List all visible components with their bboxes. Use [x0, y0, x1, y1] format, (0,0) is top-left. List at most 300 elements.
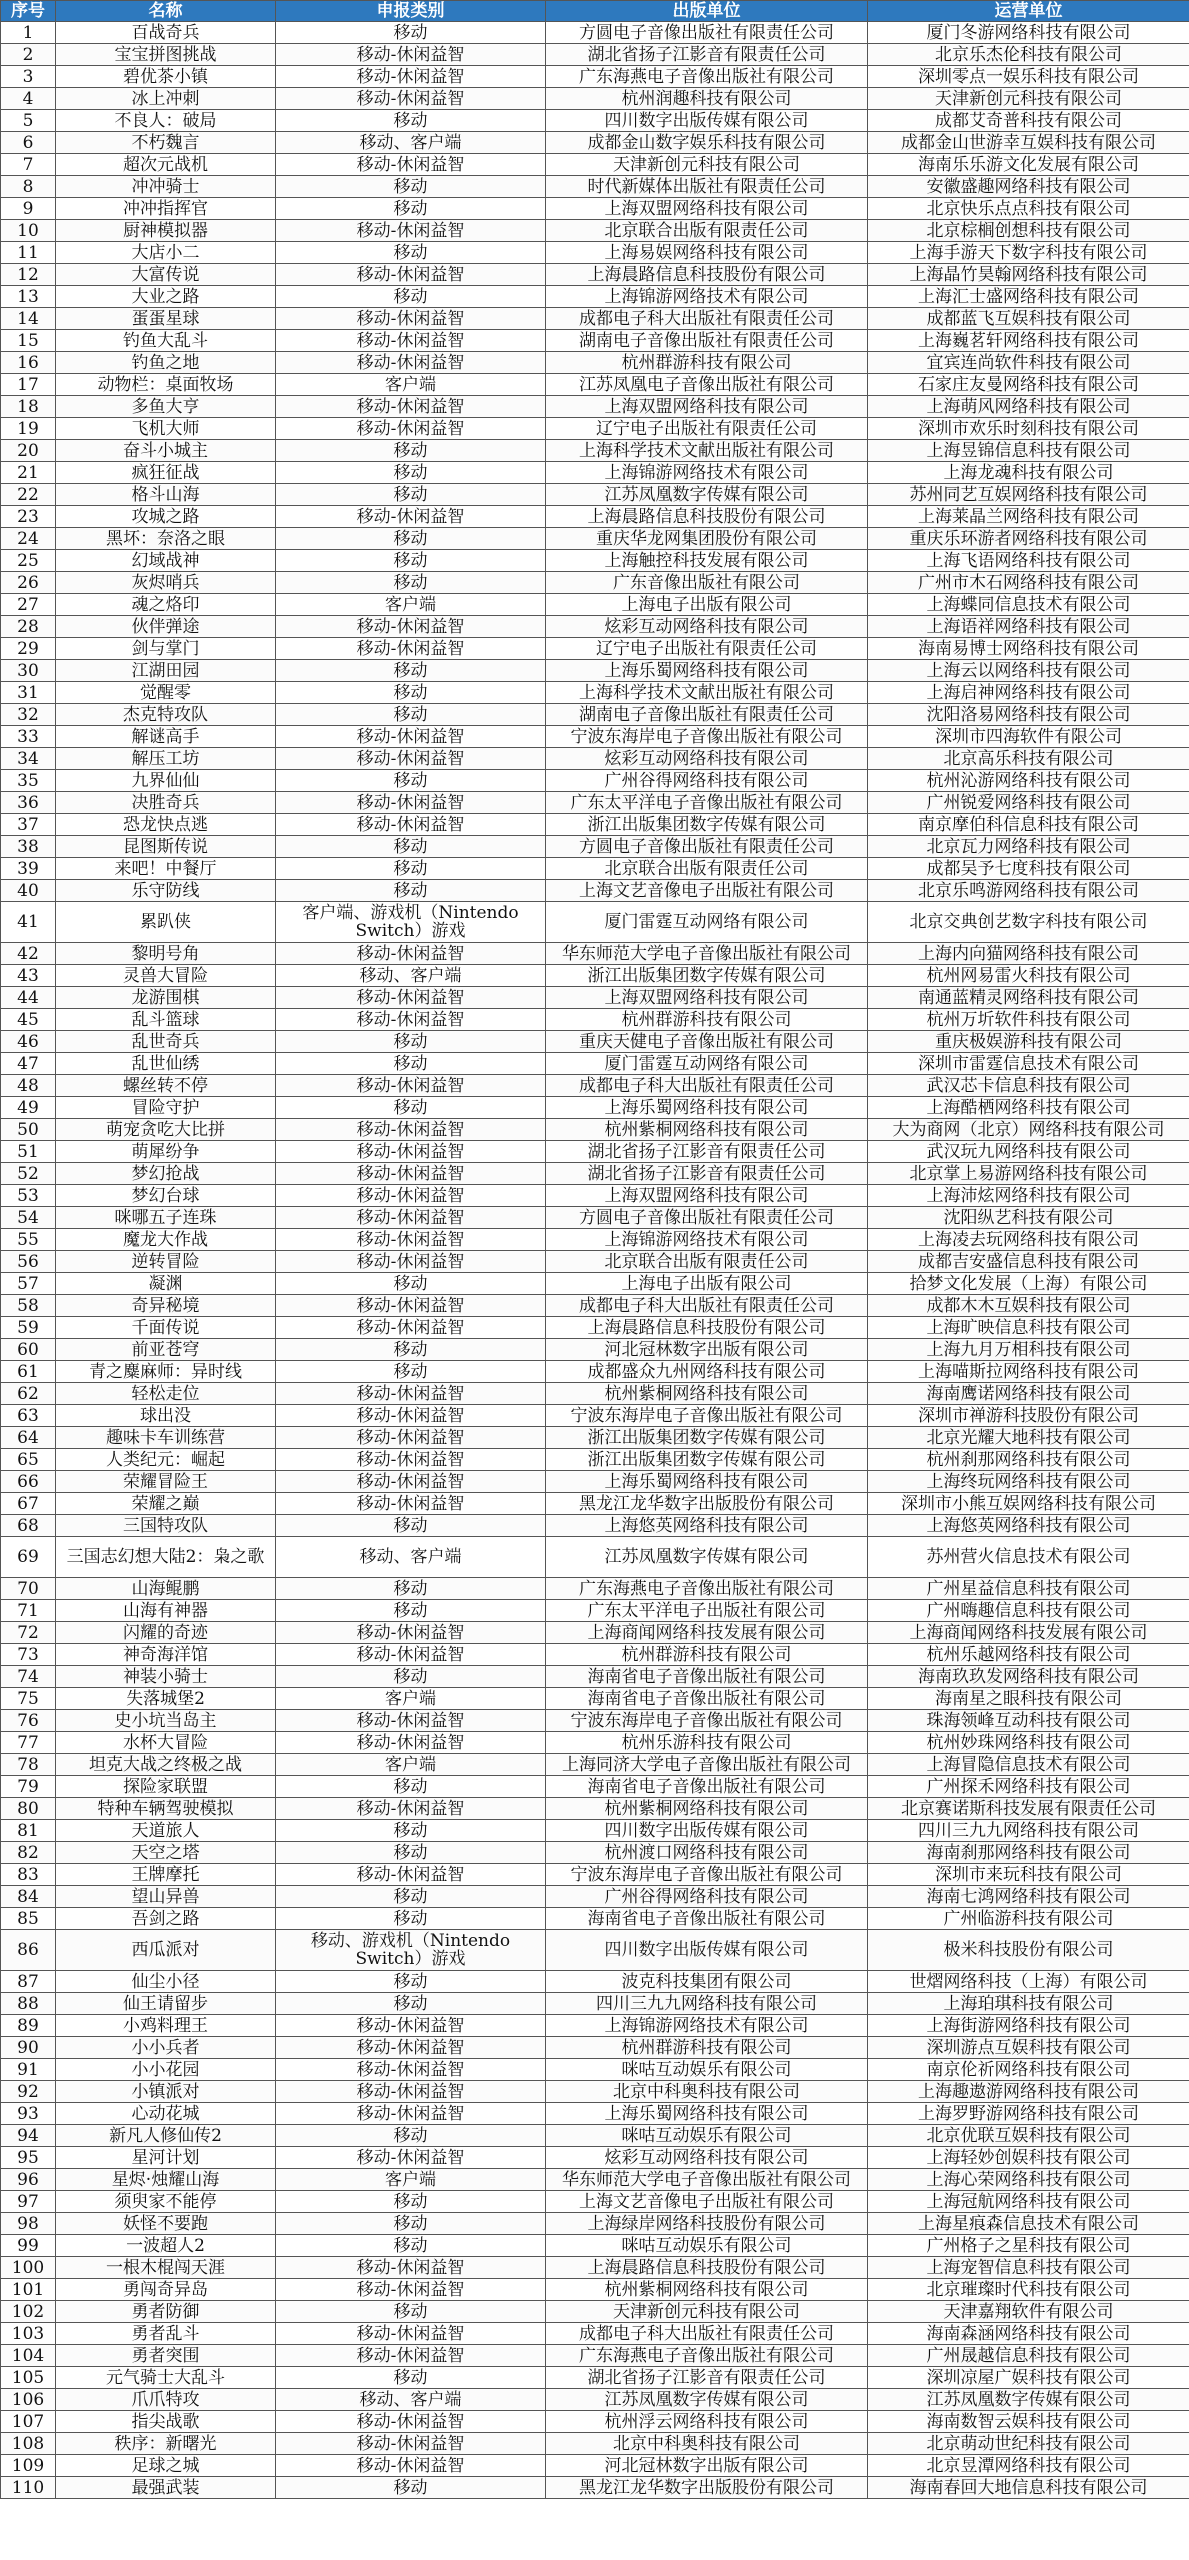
cell-index: 98: [1, 2213, 56, 2235]
cell-index: 35: [1, 770, 56, 792]
cell-index: 68: [1, 1515, 56, 1537]
cell-operator: 深圳市小熊互娱网络科技有限公司: [868, 1493, 1189, 1515]
cell-index: 72: [1, 1622, 56, 1644]
cell-category: 移动-休闲益智: [276, 1732, 546, 1754]
cell-index: 4: [1, 88, 56, 110]
cell-operator: 广州锐爱网络科技有限公司: [868, 792, 1189, 814]
cell-name: 龙游围棋: [56, 987, 276, 1009]
table-row: [1, 1317, 1189, 1339]
cell-publisher: 厦门雷霆互动网络有限公司: [546, 902, 868, 943]
cell-category: 移动-休闲益智: [276, 220, 546, 242]
cell-category: 移动-休闲益智: [276, 88, 546, 110]
table-row: [1, 2455, 1189, 2477]
cell-name: 山海有神器: [56, 1600, 276, 1622]
table-row: [1, 1383, 1189, 1405]
cell-index: 11: [1, 242, 56, 264]
cell-index: 96: [1, 2169, 56, 2191]
table-row: [1, 154, 1189, 176]
cell-name: 恐龙快点逃: [56, 814, 276, 836]
cell-operator: 广州星益信息科技有限公司: [868, 1578, 1189, 1600]
cell-name: 小鸡料理王: [56, 2015, 276, 2037]
cell-category: 移动: [276, 1971, 546, 1993]
table-row: [1, 704, 1189, 726]
cell-name: 一根木棍闯天涯: [56, 2257, 276, 2279]
cell-name: 神装小骑士: [56, 1666, 276, 1688]
cell-name: 魔龙大作战: [56, 1229, 276, 1251]
cell-name: 望山异兽: [56, 1886, 276, 1908]
cell-operator: 重庆极娱游科技有限公司: [868, 1031, 1189, 1053]
cell-name: 轻松走位: [56, 1383, 276, 1405]
cell-operator: 北京萌动世纪科技有限公司: [868, 2433, 1189, 2455]
cell-operator: 上海冒隐信息技术有限公司: [868, 1754, 1189, 1776]
cell-publisher: 四川数字出版传媒有限公司: [546, 1820, 868, 1842]
cell-operator: 上海巍茗轩网络科技有限公司: [868, 330, 1189, 352]
cell-category: 移动: [276, 22, 546, 44]
table-row: [1, 2081, 1189, 2103]
cell-publisher: 上海双盟网络科技有限公司: [546, 396, 868, 418]
table-row: [1, 2235, 1189, 2257]
cell-name: 魂之烙印: [56, 594, 276, 616]
cell-index: 45: [1, 1009, 56, 1031]
cell-name: 神奇海洋馆: [56, 1644, 276, 1666]
table-row: [1, 1427, 1189, 1449]
cell-category: 移动-休闲益智: [276, 506, 546, 528]
cell-operator: 沈阳纵艺科技有限公司: [868, 1207, 1189, 1229]
cell-publisher: 上海科学技术文献出版社有限公司: [546, 440, 868, 462]
cell-category: 移动-休闲益智: [276, 1471, 546, 1493]
table-row: [1, 1449, 1189, 1471]
cell-name: 不朽魏言: [56, 132, 276, 154]
cell-category: 移动: [276, 1886, 546, 1908]
cell-operator: 广州格子之星科技有限公司: [868, 2235, 1189, 2257]
cell-category: 移动: [276, 1097, 546, 1119]
table-row: [1, 1710, 1189, 1732]
cell-name: 昆图斯传说: [56, 836, 276, 858]
cell-name: 灰烬哨兵: [56, 572, 276, 594]
table-row: [1, 2279, 1189, 2301]
cell-name: 三国特攻队: [56, 1515, 276, 1537]
cell-category: 移动: [276, 1600, 546, 1622]
cell-name: 钓鱼大乱斗: [56, 330, 276, 352]
cell-operator: 四川三九九网络科技有限公司: [868, 1820, 1189, 1842]
table-row: [1, 2147, 1189, 2169]
table-row: [1, 1097, 1189, 1119]
cell-publisher: 杭州紫桐网络科技有限公司: [546, 1383, 868, 1405]
table-row: [1, 1163, 1189, 1185]
table-row: [1, 1537, 1189, 1578]
cell-category: 移动-休闲益智: [276, 352, 546, 374]
cell-name: 失落城堡2: [56, 1688, 276, 1710]
cell-category: 移动: [276, 836, 546, 858]
cell-index: 70: [1, 1578, 56, 1600]
cell-index: 37: [1, 814, 56, 836]
table-row: [1, 2433, 1189, 2455]
cell-publisher: 湖北省扬子江影音有限责任公司: [546, 44, 868, 66]
cell-publisher: 华东师范大学电子音像出版社有限公司: [546, 943, 868, 965]
table-row: [1, 858, 1189, 880]
cell-operator: 上海沛炫网络科技有限公司: [868, 1185, 1189, 1207]
cell-category: 移动-休闲益智: [276, 1383, 546, 1405]
cell-operator: 北京优联互娱科技有限公司: [868, 2125, 1189, 2147]
cell-publisher: 上海锦游网络技术有限公司: [546, 462, 868, 484]
cell-category: 移动-休闲益智: [276, 1798, 546, 1820]
cell-operator: 上海手游天下数字科技有限公司: [868, 242, 1189, 264]
table-row: [1, 418, 1189, 440]
cell-name: 决胜奇兵: [56, 792, 276, 814]
cell-publisher: 四川数字出版传媒有限公司: [546, 1930, 868, 1971]
cell-operator: 成都蓝飞互娱科技有限公司: [868, 308, 1189, 330]
cell-publisher: 北京中科奥科技有限公司: [546, 2081, 868, 2103]
cell-category: 移动、游戏机（Nintendo Switch）游戏: [276, 1930, 546, 1971]
cell-category: 移动-休闲益智: [276, 987, 546, 1009]
cell-operator: 成都吉安盛信息科技有限公司: [868, 1251, 1189, 1273]
cell-publisher: 宁波东海岸电子音像出版社有限公司: [546, 1710, 868, 1732]
cell-operator: 上海语祥网络科技有限公司: [868, 616, 1189, 638]
cell-operator: 北京光耀大地科技有限公司: [868, 1427, 1189, 1449]
cell-name: 三国志幻想大陆2：枭之歌: [56, 1537, 276, 1578]
table-row: [1, 352, 1189, 374]
cell-publisher: 上海乐蜀网络科技有限公司: [546, 660, 868, 682]
cell-category: 移动: [276, 858, 546, 880]
cell-category: 移动、客户端: [276, 965, 546, 987]
table-row: [1, 1971, 1189, 1993]
table-row: [1, 814, 1189, 836]
cell-publisher: 杭州群游科技有限公司: [546, 1009, 868, 1031]
cell-category: 客户端、游戏机（Nintendo Switch）游戏: [276, 902, 546, 943]
cell-index: 100: [1, 2257, 56, 2279]
table-row: [1, 660, 1189, 682]
cell-index: 63: [1, 1405, 56, 1427]
cell-name: 乱世奇兵: [56, 1031, 276, 1053]
table-row: [1, 44, 1189, 66]
cell-index: 16: [1, 352, 56, 374]
cell-publisher: 厦门雷霆互动网络有限公司: [546, 1053, 868, 1075]
cell-publisher: 重庆天健电子音像出版社有限公司: [546, 1031, 868, 1053]
cell-index: 110: [1, 2477, 56, 2499]
cell-operator: 深圳零点一娱乐科技有限公司: [868, 66, 1189, 88]
table-row: [1, 88, 1189, 110]
cell-index: 103: [1, 2323, 56, 2345]
cell-name: 勇者防御: [56, 2301, 276, 2323]
table-row: [1, 943, 1189, 965]
cell-category: 移动-休闲益智: [276, 396, 546, 418]
cell-operator: 上海启神网络科技有限公司: [868, 682, 1189, 704]
cell-index: 47: [1, 1053, 56, 1075]
cell-category: 移动-休闲益智: [276, 1710, 546, 1732]
table-row: [1, 286, 1189, 308]
cell-category: 移动、客户端: [276, 132, 546, 154]
cell-publisher: 成都金山数字娱乐科技有限公司: [546, 132, 868, 154]
header-operator: 运营单位: [868, 1, 1189, 22]
cell-name: 超次元战机: [56, 154, 276, 176]
cell-index: 64: [1, 1427, 56, 1449]
cell-index: 65: [1, 1449, 56, 1471]
cell-index: 13: [1, 286, 56, 308]
cell-index: 69: [1, 1537, 56, 1578]
table-row: [1, 1009, 1189, 1031]
cell-publisher: 上海晨路信息科技股份有限公司: [546, 1317, 868, 1339]
cell-index: 85: [1, 1908, 56, 1930]
table-row: [1, 1820, 1189, 1842]
cell-name: 吾剑之路: [56, 1908, 276, 1930]
cell-name: 剑与掌门: [56, 638, 276, 660]
cell-name: 仙王请留步: [56, 1993, 276, 2015]
cell-index: 78: [1, 1754, 56, 1776]
table-row: [1, 110, 1189, 132]
table-row: [1, 2191, 1189, 2213]
cell-publisher: 海南省电子音像出版社有限公司: [546, 1688, 868, 1710]
cell-name: 黑坏：奈洛之眼: [56, 528, 276, 550]
cell-index: 99: [1, 2235, 56, 2257]
cell-category: 移动-休闲益智: [276, 2279, 546, 2301]
cell-index: 93: [1, 2103, 56, 2125]
cell-index: 24: [1, 528, 56, 550]
cell-index: 101: [1, 2279, 56, 2301]
cell-name: 觉醒零: [56, 682, 276, 704]
cell-publisher: 广东海燕电子音像出版社有限公司: [546, 66, 868, 88]
cell-operator: 上海内向猫网络科技有限公司: [868, 943, 1189, 965]
cell-name: 黎明号角: [56, 943, 276, 965]
cell-operator: 上海星痕森信息技术有限公司: [868, 2213, 1189, 2235]
cell-category: 移动: [276, 1273, 546, 1295]
table-row: [1, 2389, 1189, 2411]
cell-name: 乐守防线: [56, 880, 276, 902]
cell-category: 移动-休闲益智: [276, 330, 546, 352]
cell-publisher: 天津新创元科技有限公司: [546, 154, 868, 176]
cell-name: 江湖田园: [56, 660, 276, 682]
table-row: [1, 440, 1189, 462]
cell-operator: 上海商闻网络科技发展有限公司: [868, 1622, 1189, 1644]
table-row: [1, 1295, 1189, 1317]
cell-category: 移动-休闲益智: [276, 418, 546, 440]
cell-category: 移动-休闲益智: [276, 1229, 546, 1251]
cell-name: 逆转冒险: [56, 1251, 276, 1273]
cell-operator: 成都金山世游幸互娱科技有限公司: [868, 132, 1189, 154]
cell-publisher: 上海晨路信息科技股份有限公司: [546, 506, 868, 528]
cell-category: 客户端: [276, 1754, 546, 1776]
cell-operator: 石家庄友曼网络科技有限公司: [868, 374, 1189, 396]
cell-publisher: 时代新媒体出版社有限责任公司: [546, 176, 868, 198]
cell-publisher: 天津新创元科技有限公司: [546, 2301, 868, 2323]
cell-name: 乱世仙绣: [56, 1053, 276, 1075]
cell-operator: 杭州沁游网络科技有限公司: [868, 770, 1189, 792]
cell-name: 攻城之路: [56, 506, 276, 528]
table-row: [1, 462, 1189, 484]
cell-name: 勇闯奇异岛: [56, 2279, 276, 2301]
cell-publisher: 北京联合出版有限责任公司: [546, 858, 868, 880]
cell-publisher: 宁波东海岸电子音像出版社有限公司: [546, 1405, 868, 1427]
cell-publisher: 上海双盟网络科技有限公司: [546, 987, 868, 1009]
cell-index: 1: [1, 22, 56, 44]
cell-operator: 上海昱锦信息科技有限公司: [868, 440, 1189, 462]
cell-name: 天道旅人: [56, 1820, 276, 1842]
cell-name: 灵兽大冒险: [56, 965, 276, 987]
cell-operator: 上海心荣网络科技有限公司: [868, 2169, 1189, 2191]
cell-name: 来吧！中餐厅: [56, 858, 276, 880]
cell-category: 移动: [276, 1820, 546, 1842]
table-row: [1, 902, 1189, 943]
cell-operator: 海南春回大地信息科技有限公司: [868, 2477, 1189, 2499]
cell-operator: 北京璀璨时代科技有限公司: [868, 2279, 1189, 2301]
cell-category: 移动-休闲益智: [276, 1207, 546, 1229]
table-row: [1, 1229, 1189, 1251]
cell-publisher: 辽宁电子出版社有限责任公司: [546, 638, 868, 660]
table-row: [1, 1053, 1189, 1075]
cell-operator: 上海旷映信息科技有限公司: [868, 1317, 1189, 1339]
table-row: [1, 770, 1189, 792]
cell-operator: 广州市木石网络科技有限公司: [868, 572, 1189, 594]
cell-publisher: 杭州群游科技有限公司: [546, 1644, 868, 1666]
cell-index: 66: [1, 1471, 56, 1493]
table-row: [1, 792, 1189, 814]
cell-category: 移动: [276, 2125, 546, 2147]
cell-index: 49: [1, 1097, 56, 1119]
table-row: [1, 2257, 1189, 2279]
cell-name: 小小花园: [56, 2059, 276, 2081]
table-header-row: [1, 1, 1189, 22]
table-row: [1, 242, 1189, 264]
cell-operator: 海南七鸿网络科技有限公司: [868, 1886, 1189, 1908]
cell-operator: 杭州妙珠网络科技有限公司: [868, 1732, 1189, 1754]
cell-name: 青之麋麻师：异时线: [56, 1361, 276, 1383]
cell-index: 95: [1, 2147, 56, 2169]
cell-index: 17: [1, 374, 56, 396]
cell-category: 移动-休闲益智: [276, 1317, 546, 1339]
cell-index: 12: [1, 264, 56, 286]
table-row: [1, 1339, 1189, 1361]
cell-publisher: 广东音像出版社有限公司: [546, 572, 868, 594]
cell-index: 56: [1, 1251, 56, 1273]
table-row: [1, 1644, 1189, 1666]
cell-operator: 南通蓝精灵网络科技有限公司: [868, 987, 1189, 1009]
cell-index: 8: [1, 176, 56, 198]
cell-category: 移动-休闲益智: [276, 2433, 546, 2455]
cell-name: 最强武装: [56, 2477, 276, 2499]
cell-publisher: 江苏凤凰数字传媒有限公司: [546, 1537, 868, 1578]
cell-publisher: 华东师范大学电子音像出版社有限公司: [546, 2169, 868, 2191]
cell-index: 81: [1, 1820, 56, 1842]
cell-name: 星烬·烛耀山海: [56, 2169, 276, 2191]
cell-operator: 杭州网易雷火科技有限公司: [868, 965, 1189, 987]
table-row: [1, 1405, 1189, 1427]
cell-name: 大业之路: [56, 286, 276, 308]
cell-index: 42: [1, 943, 56, 965]
cell-name: 人类纪元：崛起: [56, 1449, 276, 1471]
cell-name: 解压工坊: [56, 748, 276, 770]
table-row: [1, 594, 1189, 616]
cell-operator: 北京棕榈创想科技有限公司: [868, 220, 1189, 242]
cell-publisher: 上海晨路信息科技股份有限公司: [546, 2257, 868, 2279]
cell-publisher: 上海科学技术文献出版社有限公司: [546, 682, 868, 704]
table-row: [1, 726, 1189, 748]
cell-index: 82: [1, 1842, 56, 1864]
cell-category: 移动: [276, 1515, 546, 1537]
cell-publisher: 上海双盟网络科技有限公司: [546, 1185, 868, 1207]
cell-operator: 上海云以网络科技有限公司: [868, 660, 1189, 682]
cell-publisher: 江苏凤凰数字传媒有限公司: [546, 2389, 868, 2411]
cell-index: 109: [1, 2455, 56, 2477]
cell-category: 移动: [276, 770, 546, 792]
cell-operator: 深圳凉屋广娱科技有限公司: [868, 2367, 1189, 2389]
cell-category: 移动、客户端: [276, 1537, 546, 1578]
cell-index: 48: [1, 1075, 56, 1097]
cell-operator: 广州临游科技有限公司: [868, 1908, 1189, 1930]
cell-publisher: 杭州润趣科技有限公司: [546, 88, 868, 110]
cell-publisher: 咪咕互动娱乐有限公司: [546, 2125, 868, 2147]
cell-publisher: 方圆电子音像出版社有限责任公司: [546, 1207, 868, 1229]
cell-operator: 深圳市四海软件有限公司: [868, 726, 1189, 748]
cell-index: 40: [1, 880, 56, 902]
cell-publisher: 咪咕互动娱乐有限公司: [546, 2059, 868, 2081]
cell-name: 天空之塔: [56, 1842, 276, 1864]
table-row: [1, 1666, 1189, 1688]
cell-publisher: 浙江出版集团数字传媒有限公司: [546, 965, 868, 987]
table-row: [1, 1141, 1189, 1163]
cell-category: 移动-休闲益智: [276, 2015, 546, 2037]
table-row: [1, 2125, 1189, 2147]
cell-publisher: 咪咕互动娱乐有限公司: [546, 2235, 868, 2257]
cell-category: 移动: [276, 1842, 546, 1864]
cell-operator: 上海终玩网络科技有限公司: [868, 1471, 1189, 1493]
table-row: [1, 748, 1189, 770]
table-body: [1, 22, 1189, 2499]
table-row: [1, 2411, 1189, 2433]
cell-index: 28: [1, 616, 56, 638]
cell-publisher: 上海锦游网络技术有限公司: [546, 1229, 868, 1251]
cell-index: 89: [1, 2015, 56, 2037]
cell-name: 凝渊: [56, 1273, 276, 1295]
cell-category: 移动-休闲益智: [276, 1251, 546, 1273]
cell-operator: 上海酷栖网络科技有限公司: [868, 1097, 1189, 1119]
cell-name: 勇者突围: [56, 2345, 276, 2367]
table-row: [1, 2103, 1189, 2125]
cell-category: 移动-休闲益智: [276, 308, 546, 330]
cell-category: 客户端: [276, 1688, 546, 1710]
cell-name: 秩序：新曙光: [56, 2433, 276, 2455]
cell-name: 幻域战神: [56, 550, 276, 572]
cell-operator: 南京摩伯科信息科技有限公司: [868, 814, 1189, 836]
cell-operator: 深圳游点互娱科技有限公司: [868, 2037, 1189, 2059]
cell-publisher: 波克科技集团有限公司: [546, 1971, 868, 1993]
table-row: [1, 396, 1189, 418]
cell-publisher: 海南省电子音像出版社有限公司: [546, 1666, 868, 1688]
cell-publisher: 浙江出版集团数字传媒有限公司: [546, 814, 868, 836]
cell-category: 移动: [276, 1053, 546, 1075]
cell-operator: 广州嗨趣信息科技有限公司: [868, 1600, 1189, 1622]
cell-index: 106: [1, 2389, 56, 2411]
cell-publisher: 上海晨路信息科技股份有限公司: [546, 264, 868, 286]
cell-category: 移动-休闲益智: [276, 748, 546, 770]
cell-publisher: 方圆电子音像出版社有限责任公司: [546, 836, 868, 858]
cell-category: 移动-休闲益智: [276, 1493, 546, 1515]
cell-category: 移动: [276, 660, 546, 682]
cell-operator: 北京快乐点点科技有限公司: [868, 198, 1189, 220]
cell-publisher: 成都电子科大出版社有限责任公司: [546, 308, 868, 330]
cell-index: 91: [1, 2059, 56, 2081]
cell-name: 格斗山海: [56, 484, 276, 506]
cell-name: 多鱼大亨: [56, 396, 276, 418]
table-row: [1, 220, 1189, 242]
cell-index: 22: [1, 484, 56, 506]
cell-publisher: 上海乐蜀网络科技有限公司: [546, 2103, 868, 2125]
cell-publisher: 成都盛众九州网络科技有限公司: [546, 1361, 868, 1383]
cell-category: 移动: [276, 2191, 546, 2213]
cell-operator: 海南乐乐游文化发展有限公司: [868, 154, 1189, 176]
cell-name: 新凡人修仙传2: [56, 2125, 276, 2147]
cell-operator: 重庆乐环游者网络科技有限公司: [868, 528, 1189, 550]
cell-category: 移动-休闲益智: [276, 1163, 546, 1185]
cell-category: 移动-休闲益智: [276, 154, 546, 176]
